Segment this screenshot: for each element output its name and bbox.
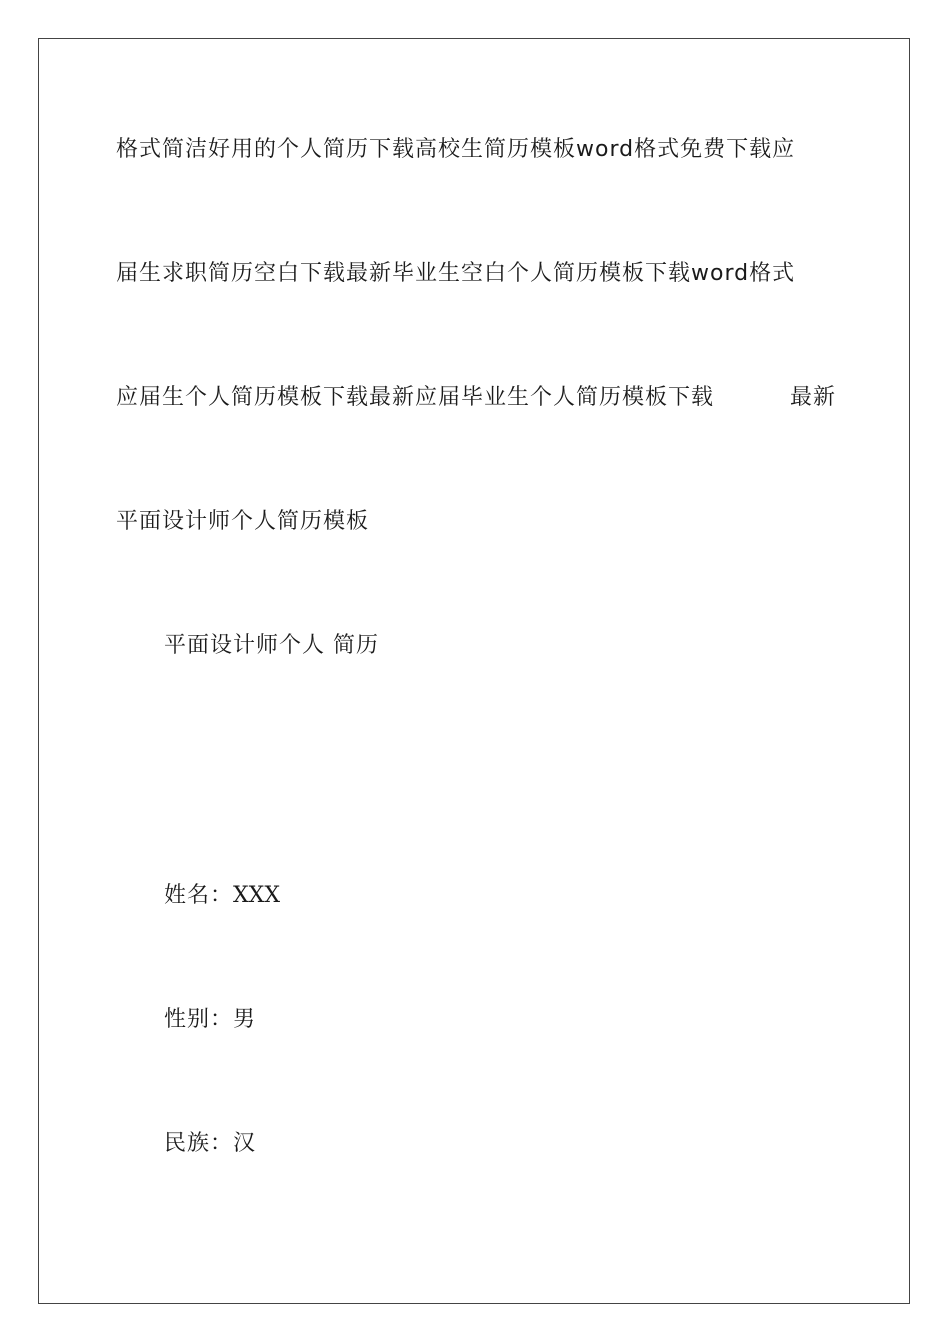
resume-title-text: 平面设计师个人 简历 xyxy=(164,633,379,658)
field-name-value: XXX xyxy=(233,883,281,908)
intro-line-4-text: 平面设计师个人简历模板 xyxy=(116,509,370,534)
intro-line-2 xyxy=(116,259,836,289)
intro-line-1 xyxy=(116,135,836,165)
field-name xyxy=(164,881,884,911)
field-gender xyxy=(164,1005,884,1035)
field-gender-value: 男 xyxy=(233,1007,257,1032)
intro-line-3 xyxy=(116,383,836,413)
field-gender-label: 性别： xyxy=(164,1007,234,1032)
intro-line-1-text: 格式简洁好用的个人简历下载高校生简历模板word格式免费下载应 xyxy=(116,137,796,162)
field-ethnicity-value: 汉 xyxy=(233,1131,257,1156)
intro-line-3-text: 应届生个人简历模板下载最新应届毕业生个人简历模板下载 xyxy=(116,385,715,410)
intro-line-2-text: 届生求职简历空白下载最新毕业生空白个人简历模板下载word格式 xyxy=(116,261,796,286)
intro-line-3-tail: 最新 xyxy=(789,385,836,410)
resume-title xyxy=(164,631,884,661)
page-frame xyxy=(38,38,910,1304)
field-name-label: 姓名： xyxy=(164,883,234,908)
field-ethnicity xyxy=(164,1129,884,1159)
intro-line-4 xyxy=(116,507,836,537)
field-ethnicity-label: 民族： xyxy=(164,1131,234,1156)
